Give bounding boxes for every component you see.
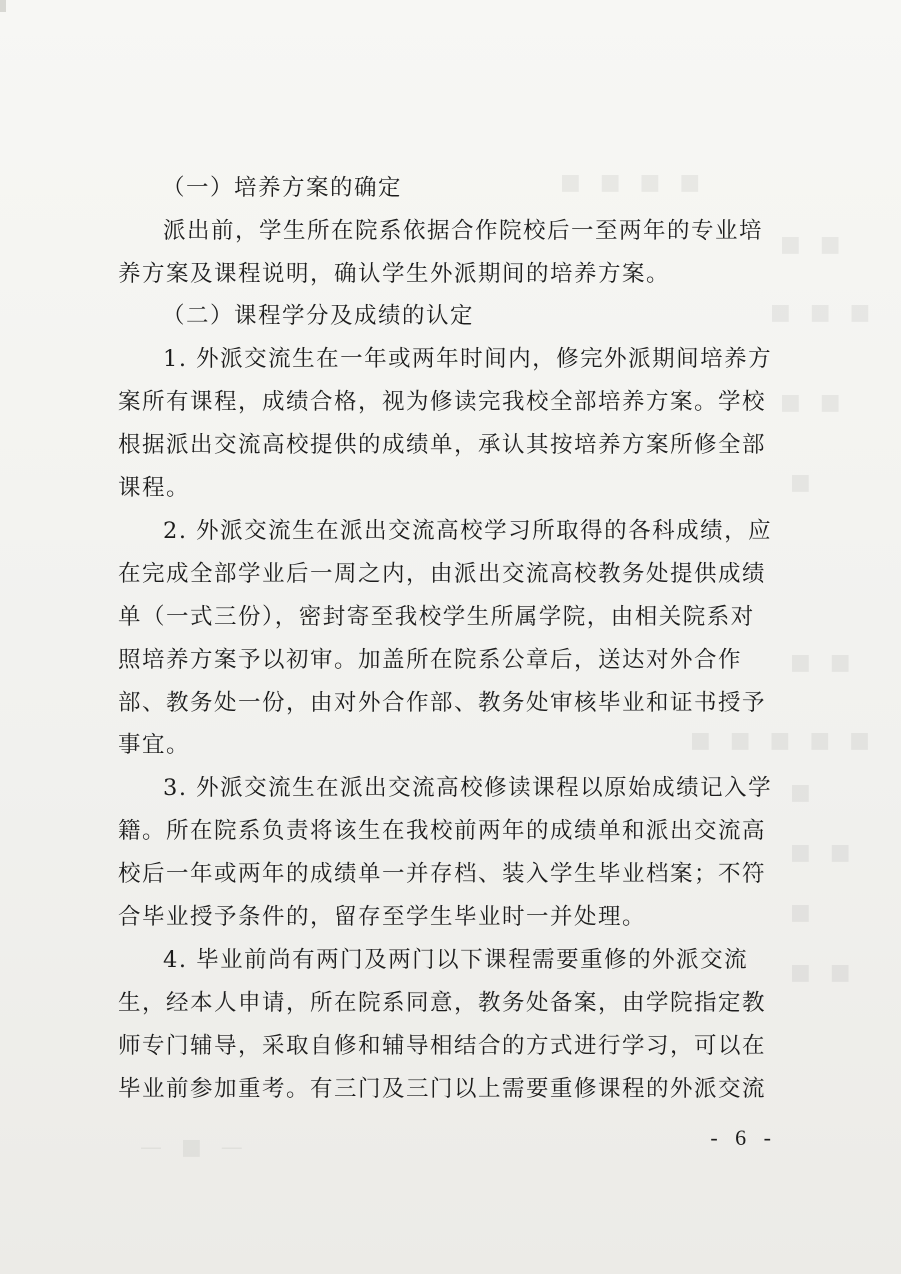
paragraph-line: 派出前，学生所在院系依据合作院校后一至两年的专业培: [163, 218, 764, 244]
paragraph-line: 校后一年或两年的成绩单一并存档、装入学生毕业档案；不符: [118, 861, 767, 887]
paragraph-line: 师专门辅导，采取自修和辅导相结合的方式进行学习，可以在: [118, 1033, 767, 1059]
paragraph-line: 根据派出交流高校提供的成绩单，承认其按培养方案所修全部: [118, 432, 767, 458]
paragraph-line: 案所有课程，成绩合格，视为修读完我校全部培养方案。学校: [118, 389, 767, 415]
paragraph-line: 课程。: [118, 475, 191, 501]
paragraph-line: 1. 外派交流生在一年或两年时间内，修完外派期间培养方: [163, 346, 773, 372]
paragraph-line: 籍。所在院系负责将该生在我校前两年的成绩单和派出交流高: [118, 818, 767, 844]
paragraph-line: 事宜。: [118, 732, 191, 758]
paragraph-line: 单（一式三份），密封寄至我校学生所属学院，由相关院系对: [118, 604, 755, 630]
paragraph-line: 毕业前参加重考。有三门及三门以上需要重修课程的外派交流: [118, 1076, 767, 1102]
section-heading-2: （二）课程学分及成绩的认定: [162, 303, 475, 329]
paragraph-line: 养方案及课程说明，确认学生外派期间的培养方案。: [118, 261, 671, 287]
paragraph-line: 生，经本人申请，所在院系同意，教务处备案，由学院指定教: [118, 990, 767, 1016]
section-heading-1: （一）培养方案的确定: [162, 175, 403, 201]
paragraph-line: 照培养方案予以初审。加盖所在院系公章后，送达对外合作: [118, 647, 743, 673]
bleed-through-texture: ■ ■ ■ ■ ■ ■ ■ ■ ■ ■ ■ ■ ■ ■ ■ ■ ■ ■ ■ ■ ■ ■ ■ ■ ■ — ■ —: [140, 170, 877, 1160]
paragraph-line: 3. 外派交流生在派出交流高校修读课程以原始成绩记入学: [163, 775, 773, 801]
paragraph-line: 合毕业授予条件的，留存至学生毕业时一并处理。: [118, 904, 647, 930]
paragraph-line: 4. 毕业前尚有两门及两门以下课程需要重修的外派交流: [163, 947, 749, 973]
paragraph-line: 2. 外派交流生在派出交流高校学习所取得的各科成绩，应: [163, 518, 773, 544]
paragraph-line: 部、教务处一份，由对外合作部、教务处审核毕业和证书授予: [118, 690, 767, 716]
paragraph-line: 在完成全部学业后一周之内，由派出交流高校教务处提供成绩: [118, 561, 767, 587]
scan-edge-mark: [0, 0, 6, 12]
page-number: - 6 -: [710, 1125, 777, 1150]
